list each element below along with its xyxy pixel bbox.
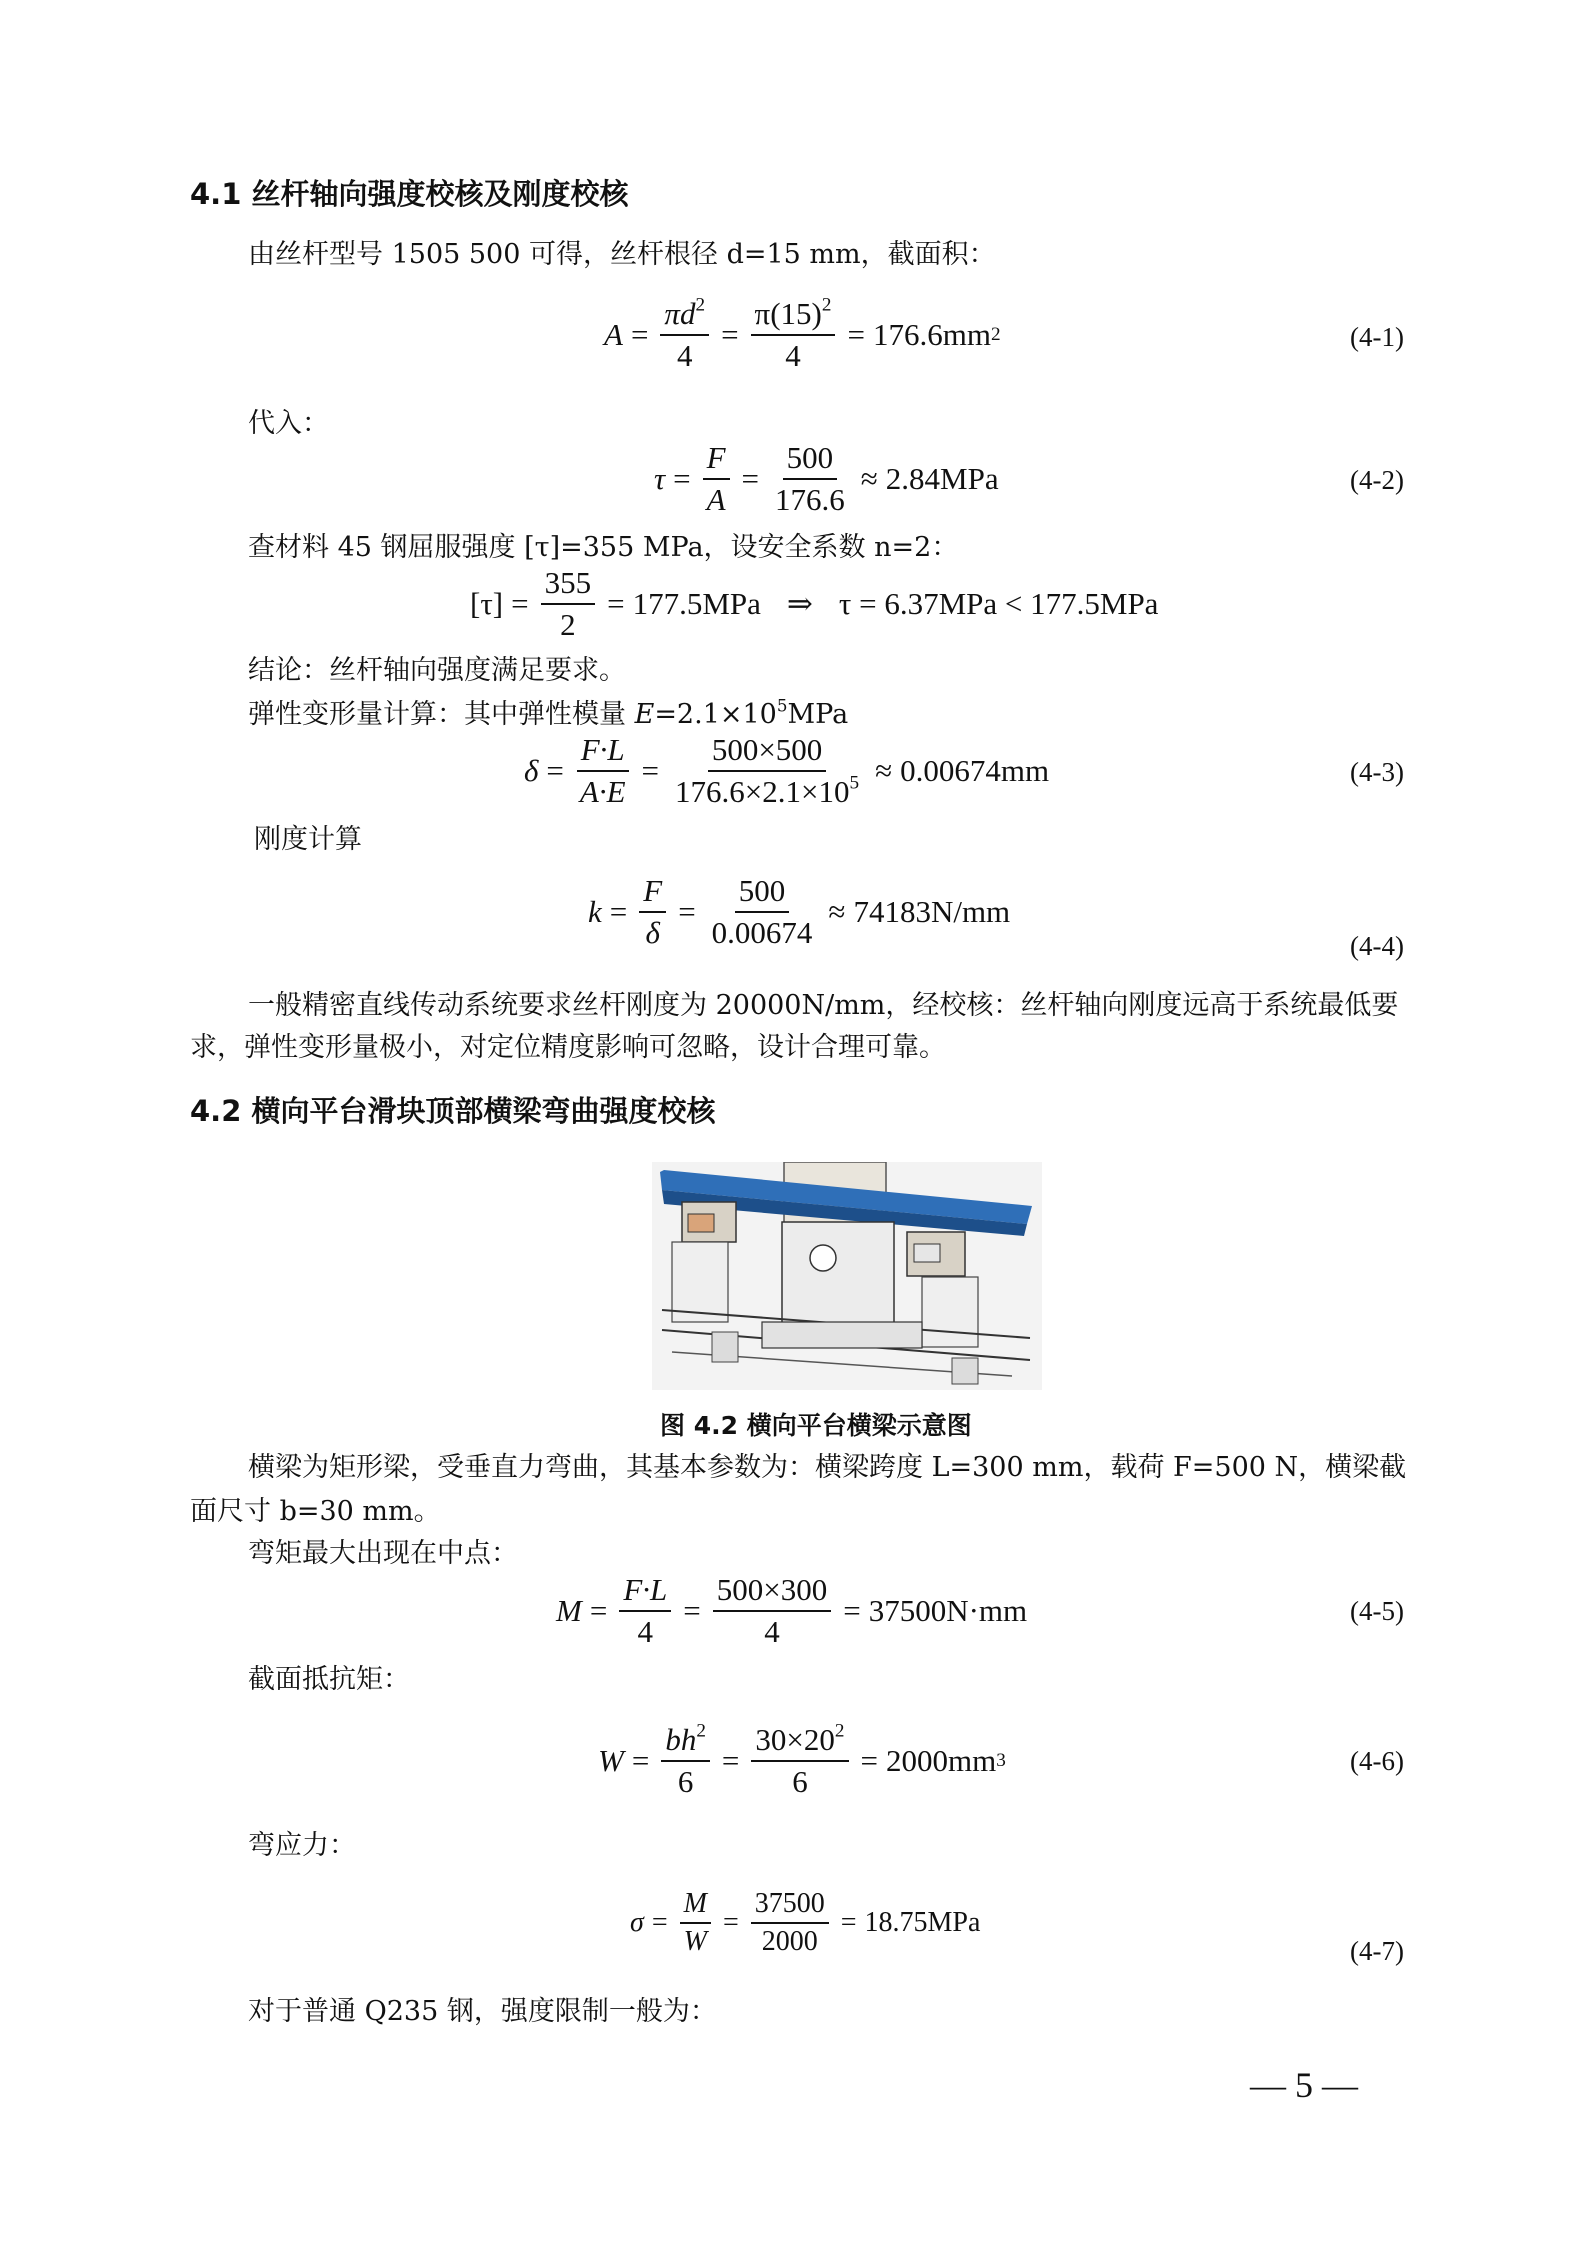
fraction: $\frac{bh^2}{6}$: [661, 1722, 710, 1799]
fraction: $\frac{\pi d^2}{4}$: [660, 296, 709, 373]
fraction: $\frac{F}{A}$: [703, 440, 730, 517]
paragraph-elastic-deformation: 弹性变形量计算：其中弹性模量 $E=2.1\times 10^5MPa$: [248, 695, 849, 730]
section-heading-4-2: 4.2 横向平台滑块顶部横梁弯曲强度校核: [190, 1094, 716, 1128]
fraction: $\frac{500\times 500}{176.6\times 2.1\times 10^5}$: [675, 732, 860, 809]
fraction: $\frac{500}{176.6}$: [775, 440, 845, 517]
equation-4-4: k = $\frac{F}{\delta}$ = $\frac{500}{0.00674}$ ≈ 74183N/mm: [588, 873, 1011, 950]
paragraph-lead-screw-dims: 由丝杆型号 1505 500 可得，丝杆根径 d=15 mm，截面积：: [248, 239, 996, 270]
paragraph-conclusion: 结论：丝杆轴向强度满足要求。: [248, 655, 626, 686]
fraction: $\frac{F\cdot L}{A\cdot E}$: [576, 732, 630, 809]
equation-number: (4-6): [1350, 1746, 1404, 1776]
fraction: $\frac{F}{\delta}$: [639, 873, 666, 950]
paragraph-beam-params-2: 面尺寸 b=30 mm。: [190, 1496, 441, 1527]
paragraph-q235-limit: 对于普通 Q235 钢，强度限制一般为：: [248, 1996, 717, 2027]
equation-number: (4-5): [1350, 1596, 1404, 1626]
paragraph-stiffness-conclusion-1: 一般精密直线传动系统要求丝杆刚度为 20000N/mm，经校核：丝杆轴向刚度远高于系统最低要: [248, 990, 1399, 1021]
equation-number: (4-1): [1350, 322, 1404, 352]
fraction: $\frac{30\times 20^2}{6}$: [751, 1722, 848, 1799]
equation-number: (4-2): [1350, 465, 1404, 495]
paragraph-max-moment: 弯矩最大出现在中点：: [248, 1538, 518, 1569]
paragraph-stiffness-conclusion-2: 求，弹性变形量极小，对定位精度影响可忽略，设计合理可靠。: [190, 1032, 946, 1063]
page-number: — 5 —: [1250, 2065, 1358, 2105]
equation-strength-check: [τ] = $\frac{355}{2}$ = 177.5MPa ⇒ τ = 6.37MPa < 177.5MPa: [470, 565, 1159, 642]
equation-4-5: M = $\frac{F\cdot L}{4}$ = $\frac{500\times 300}{4}$ = 37500N·mm: [556, 1572, 1028, 1649]
crossbeam-figure: [652, 1162, 1042, 1390]
fraction: $\frac{500}{0.00674}$: [711, 873, 813, 950]
paragraph-yield-strength: 查材料 45 钢屈服强度 [τ]=355 MPa，设安全系数 n=2：: [248, 532, 959, 563]
equation-4-6: W = $\frac{bh^2}{6}$ = $\frac{30\times 20^2}{6}$ = 2000mm 3: [598, 1720, 1006, 1799]
paragraph-bending-stress: 弯应力：: [248, 1830, 356, 1861]
fraction: $\frac{F\cdot L}{4}$: [619, 1572, 671, 1649]
paragraph-beam-params-1: 横梁为矩形梁，受垂直力弯曲，其基本参数为：横梁跨度 L=300 mm，载荷 F=500 N，横梁截: [248, 1452, 1407, 1483]
paragraph-section-modulus: 截面抵抗矩：: [248, 1664, 410, 1695]
section-heading-4-1: 4.1 丝杆轴向强度校核及刚度校核: [190, 177, 629, 211]
equation-number: (4-7): [1350, 1936, 1404, 1966]
fraction: $\frac{500\times 300}{4}$: [713, 1572, 831, 1649]
equation-number: (4-3): [1350, 757, 1404, 787]
fraction: $\frac{\pi(15)^2}{4}$: [751, 296, 836, 373]
paragraph-stiffness: 刚度计算: [254, 824, 362, 855]
fraction: $\frac{355}{2}$: [541, 565, 596, 642]
equation-number: (4-4): [1350, 931, 1404, 961]
figure-caption: 图 4.2 横向平台横梁示意图: [660, 1411, 972, 1440]
equation-4-1: A = $\frac{\pi d^2}{4}$ = $\frac{\pi(15)^2}{4}$ = 176.6mm 2: [604, 294, 1001, 373]
equation-4-7: σ = $\frac{M}{W}$ = $\frac{37500}{2000}$ = 18.75MPa: [630, 1888, 981, 1958]
equation-4-2: τ = $\frac{F}{A}$ = $\frac{500}{176.6}$ ≈ 2.84MPa: [654, 440, 999, 517]
fraction: $\frac{M}{W}$: [680, 1888, 711, 1958]
paragraph-substitute: 代入：: [248, 408, 329, 439]
eq-lhs: A: [604, 316, 623, 352]
fraction: $\frac{37500}{2000}$: [751, 1888, 829, 1958]
equation-4-3: δ = $\frac{F\cdot L}{A\cdot E}$ = $\frac{500\times 500}{176.6\times 2.1\times 10^5}$ ≈ 0.00674mm: [524, 732, 1050, 809]
